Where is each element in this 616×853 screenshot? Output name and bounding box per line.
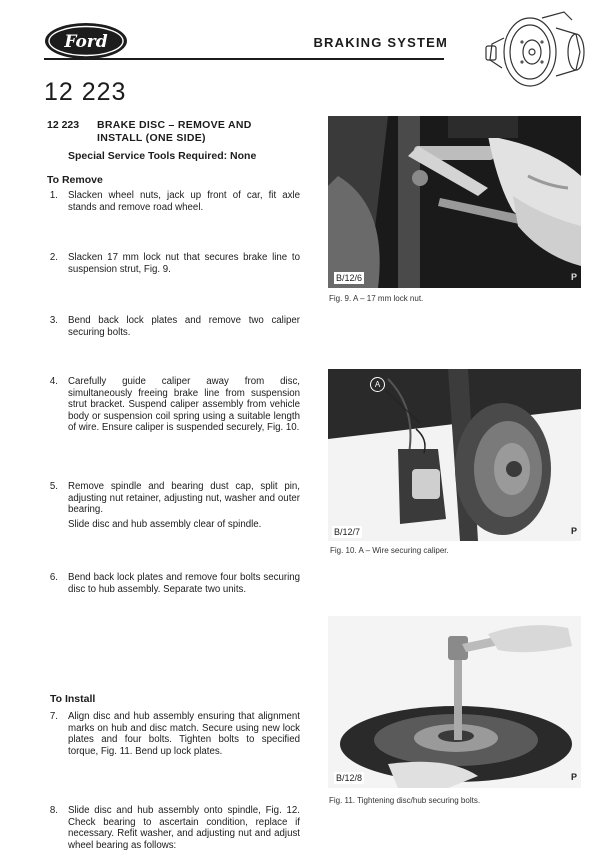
- step-number: 1.: [49, 190, 58, 201]
- callout-a: A: [370, 377, 385, 392]
- step-text: Carefully guide caliper away from disc, simultaneously freeing brake line from suspension strut bracket. Suspend caliper assembly from vehicle body or suspension coil spring using a suitable length of wire. Ensure caliper is suspended securely, Fig. 10.: [68, 376, 300, 434]
- step-number: 4.: [49, 376, 58, 387]
- step-text: Remove spindle and bearing dust cap, split pin, adjusting nut retainer, adjusting nut, washer and outer bearing.: [68, 481, 300, 516]
- step-number: 8.: [49, 805, 58, 816]
- special-tools-note: Special Service Tools Required: None: [68, 150, 257, 162]
- step-text: Slide disc and hub assembly clear of spindle.: [68, 519, 262, 530]
- step-number: 2.: [49, 252, 58, 263]
- figure-mark: P: [571, 272, 578, 282]
- step-text: Slacken wheel nuts, jack up front of car, fit axle stands and remove road wheel.: [68, 190, 300, 213]
- figure-mark: P: [571, 772, 578, 782]
- caliper-photo: [328, 369, 581, 541]
- remove-heading: To Remove: [47, 174, 103, 186]
- subsection-title: BRAKE DISC – REMOVE AND INSTALL (ONE SIDE): [97, 119, 252, 144]
- step-text: Bend back lock plates and remove two caliper securing bolts.: [68, 315, 300, 338]
- figure-mark: P: [571, 526, 578, 536]
- ford-logo: [44, 22, 128, 60]
- step-number: 5.: [49, 481, 58, 492]
- header-title: BRAKING SYSTEM: [313, 35, 448, 50]
- figure-label: B/12/8: [336, 773, 363, 783]
- subsection-number: 12 223: [47, 119, 80, 131]
- step-text: Slide disc and hub assembly onto spindle, Fig. 12. Check bearing to ascertain condition, replace if necessary. Refit washer, and adjusting nut and adjust wheel bearing as follows:: [68, 805, 300, 851]
- install-heading: To Install: [50, 693, 96, 705]
- brake-disc-icon: [472, 8, 602, 96]
- step-text: Slacken 17 mm lock nut that secures brake line to suspension strut, Fig. 9.: [68, 252, 300, 275]
- step-number: 6.: [49, 572, 58, 583]
- figure-11-photo: [328, 616, 581, 788]
- step-number: 7.: [49, 711, 58, 722]
- lock-nut-photo: [328, 116, 581, 288]
- figure-9-photo: [328, 116, 581, 288]
- step-text: Align disc and hub assembly ensuring that alignment marks on hub and disc match. Secure using new lock plates and four bolts. Tighten bolts to specified torque, Fig. 11. Bend up lock plates.: [68, 711, 300, 757]
- step-text: Bend back lock plates and remove four bolts securing disc to hub assembly. Separate two units.: [68, 572, 300, 595]
- ford-logo-text: Ford: [64, 32, 108, 52]
- section-number: 12 223: [44, 78, 127, 106]
- figure-label: B/12/6: [336, 273, 363, 283]
- header-rule: [44, 58, 444, 60]
- figure-11-caption: Fig. 11. Tightening disc/hub securing bolts.: [329, 796, 481, 805]
- figure-label: B/12/7: [334, 527, 361, 537]
- step-number: 3.: [49, 315, 58, 326]
- figure-10-caption: Fig. 10. A – Wire securing caliper.: [330, 546, 449, 555]
- torque-wrench-photo: [328, 616, 581, 788]
- figure-9-caption: Fig. 9. A – 17 mm lock nut.: [329, 294, 424, 303]
- figure-10-photo: [328, 369, 581, 541]
